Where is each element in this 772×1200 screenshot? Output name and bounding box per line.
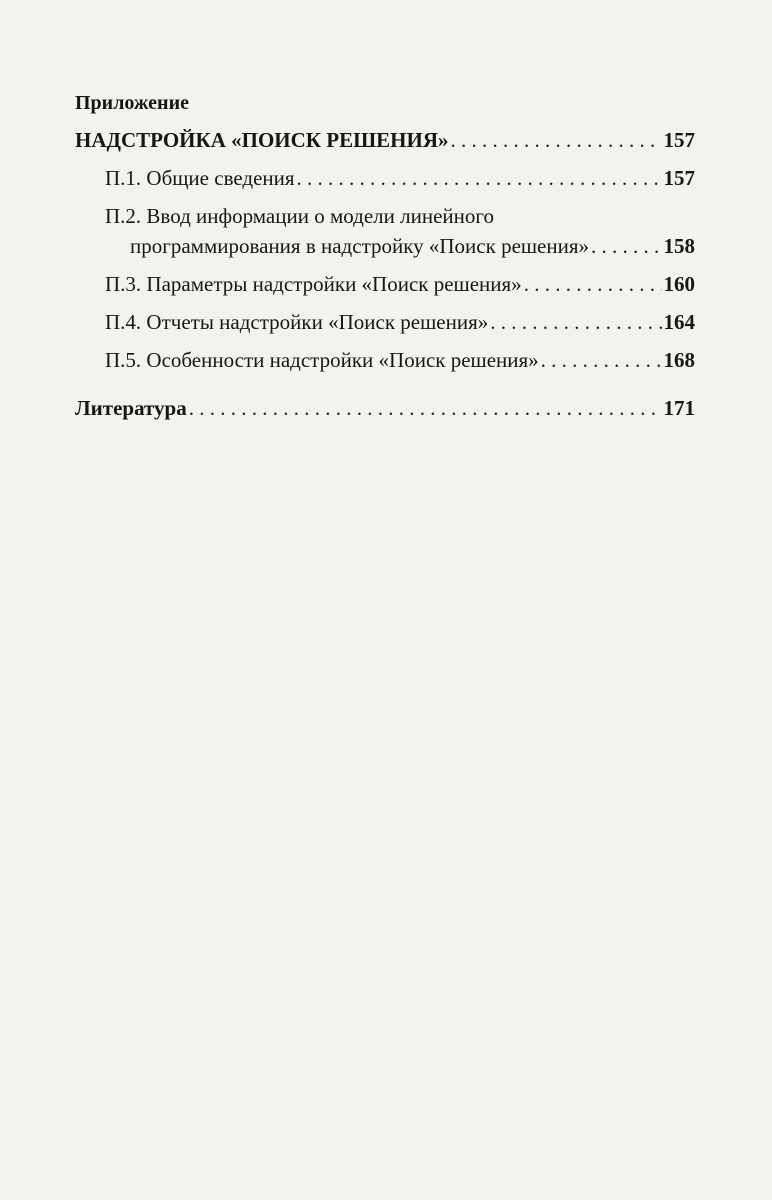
table-of-contents bbox=[75, 85, 695, 427]
toc-entry-title: П.1. Общие сведения bbox=[105, 166, 295, 190]
dot-leader bbox=[490, 303, 661, 341]
toc-entry-page: 168 bbox=[663, 348, 695, 372]
toc-entry-page: 158 bbox=[663, 234, 695, 258]
toc-entry-title: Литература bbox=[75, 396, 187, 420]
toc-entry-page: 157 bbox=[663, 166, 695, 190]
appendix-heading: Приложение bbox=[75, 92, 189, 114]
toc-entry-page: 160 bbox=[663, 272, 695, 296]
toc-entry-p4 bbox=[75, 303, 695, 341]
toc-entry-p5 bbox=[75, 341, 695, 379]
toc-entry-p3 bbox=[75, 265, 695, 303]
toc-entry-p2 bbox=[75, 201, 695, 265]
toc-entry-title: П.3. Параметры надстройки «Поиск решения» bbox=[105, 272, 522, 296]
toc-entry-line2 bbox=[105, 231, 695, 265]
toc-entry-page: 171 bbox=[663, 396, 695, 420]
toc-entry-p1 bbox=[75, 159, 695, 197]
toc-entry-title: П.4. Отчеты надстройки «Поиск решения» bbox=[105, 310, 489, 334]
toc-entry-title-line2: программирования в надстройку «Поиск решения» bbox=[130, 234, 590, 258]
toc-entry-page: 164 bbox=[663, 310, 695, 334]
dot-leader bbox=[189, 389, 662, 427]
toc-entry-title-line1: П.2. Ввод информации о модели линейного bbox=[105, 204, 494, 228]
dot-leader bbox=[297, 159, 662, 197]
dot-leader bbox=[524, 265, 662, 303]
dot-leader bbox=[451, 121, 662, 159]
dot-leader bbox=[541, 341, 662, 379]
toc-entry-title: П.5. Особенности надстройки «Поиск решения» bbox=[105, 348, 539, 372]
toc-entry-title: НАДСТРОЙКА «ПОИСК РЕШЕНИЯ» bbox=[75, 128, 449, 152]
toc-entry-main bbox=[75, 121, 695, 159]
toc-entry-literature bbox=[75, 389, 695, 427]
toc-entry-page: 157 bbox=[663, 128, 695, 152]
dot-leader bbox=[591, 231, 661, 261]
